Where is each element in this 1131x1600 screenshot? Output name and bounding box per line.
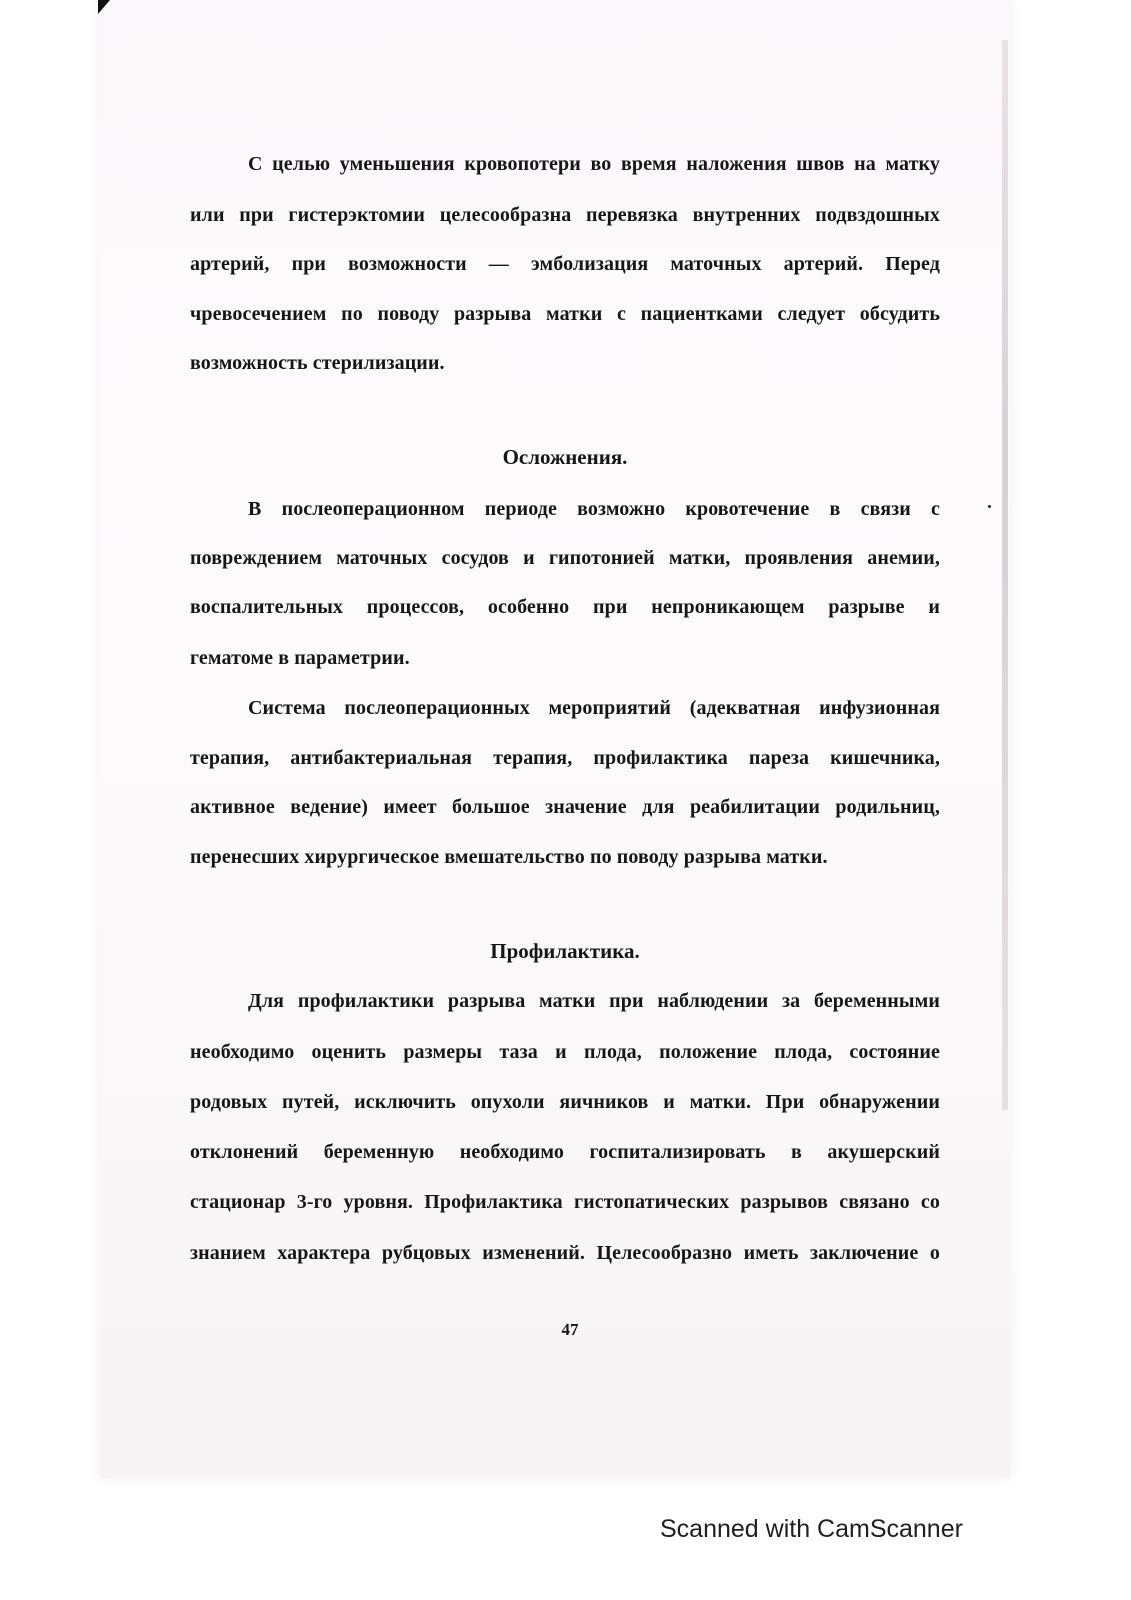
paragraph-line: гематоме в параметрии. <box>190 647 410 669</box>
paragraph-line: воспалительных процессов, особенно при непроникающем разрыве и <box>190 596 940 618</box>
paragraph-line: возможность стерилизации. <box>190 352 445 374</box>
scanner-watermark: Scanned with CamScanner <box>660 1515 963 1543</box>
paragraph-line: стационар 3-го уровня. Профилактика гистопатических разрывов связано со <box>190 1191 940 1213</box>
page-number: 47 <box>561 1320 579 1339</box>
paragraph-line: знанием характера рубцовых изменений. Целесообразно иметь заключение о <box>190 1242 940 1264</box>
paragraph-line: чревосечением по поводу разрыва матки с пациентками следует обсудить <box>190 303 940 325</box>
paragraph-line: терапия, антибактериальная терапия, профилактика пареза кишечника, <box>190 747 940 769</box>
stray-dot <box>988 505 991 508</box>
paragraph-line: отклонений беременную необходимо госпитализировать в акушерский <box>190 1141 940 1163</box>
paragraph-line: родовых путей, исключить опухоли яичников и матки. При обнаружении <box>190 1091 940 1113</box>
paragraph-line: перенесших хирургическое вмешательство по поводу разрыва матки. <box>190 846 828 868</box>
paragraph-line: повреждением маточных сосудов и гипотонией матки, проявления анемии, <box>190 547 940 569</box>
section-heading-complications: Осложнения. <box>502 445 628 469</box>
section-heading-prevention: Профилактика. <box>490 939 640 963</box>
paragraph-line: необходимо оценить размеры таза и плода, положение плода, состояние <box>190 1041 940 1063</box>
paragraph-line: Для профилактики разрыва матки при наблюдении за беременными <box>248 990 940 1012</box>
paragraph-line: или при гистерэктомии целесообразна перевязка внутренних подвздошных <box>190 204 940 226</box>
paragraph-line: С целью уменьшения кровопотери во время наложения швов на матку <box>248 153 940 175</box>
paragraph-line: активное ведение) имеет большое значение для реабилитации родильниц, <box>190 796 940 818</box>
paragraph-line: артерий, при возможности — эмболизация маточных артерий. Перед <box>190 253 940 275</box>
paragraph-line: Система послеоперационных мероприятий (адекватная инфузионная <box>248 697 940 719</box>
paragraph-line: В послеоперационном периоде возможно кровотечение в связи с <box>248 498 940 520</box>
sheet-edge-shadow <box>1002 40 1008 1110</box>
corner-mark-icon <box>98 0 110 14</box>
